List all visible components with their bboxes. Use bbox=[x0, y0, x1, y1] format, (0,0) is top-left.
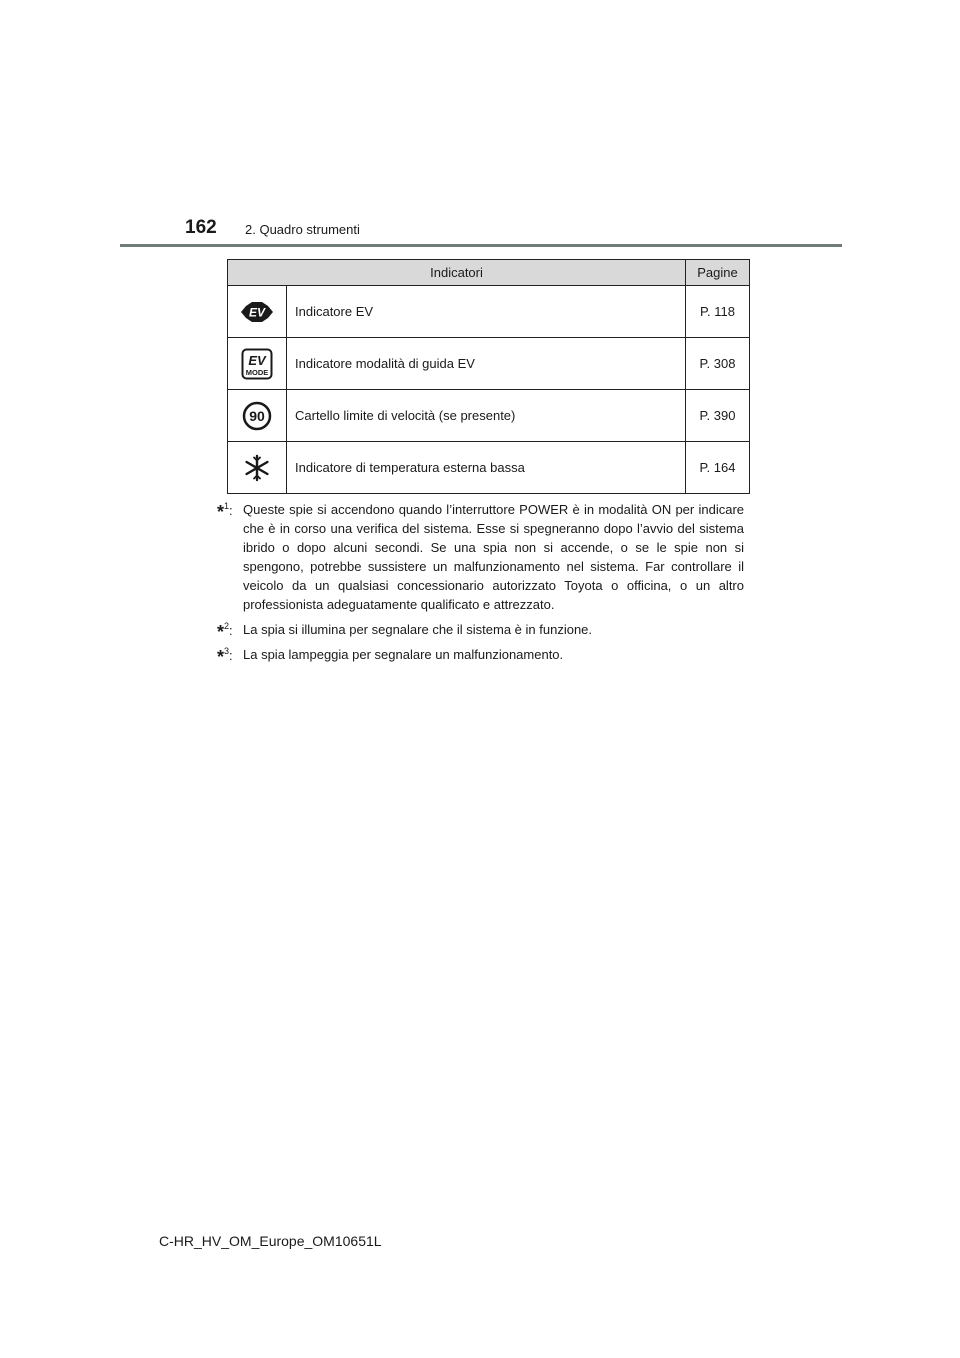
ev-mode-icon bbox=[241, 348, 273, 380]
icon-cell bbox=[228, 390, 287, 442]
column-header-pagine: Pagine bbox=[686, 260, 750, 286]
page-reference: P. 390 bbox=[686, 390, 750, 442]
ev-mode-bottom-glyph: MODE bbox=[245, 367, 269, 377]
ev-glyph: EV bbox=[248, 305, 266, 319]
icon-cell bbox=[228, 442, 287, 494]
table-row bbox=[228, 286, 750, 338]
section-title: 2. Quadro strumenti bbox=[245, 222, 360, 237]
footnote-marker: *$^1$: bbox=[217, 501, 233, 522]
footnote bbox=[217, 500, 744, 614]
icon-cell bbox=[228, 338, 287, 390]
footnote-text: Queste spie si accendono quando l’interruttore POWER è in modalità ON per indicare che è in corso una verifica del sistema. Esse si spegneranno dopo l’avvio del sistema ibrido o dopo alcuni secondi. Se una spia non si accende, o se le spie non si spengono, potrebbe sussistere un malfunzionamento nel sistema. Far controllare il veicolo da un qualsiasi concessionario autorizzato Toyota o officina, o un altro professionista adeguatamente qualificato e attrezzato. bbox=[243, 502, 744, 612]
low-temperature-snowflake-icon bbox=[243, 454, 271, 482]
page-reference: P. 164 bbox=[686, 442, 750, 494]
column-header-indicatori: Indicatori bbox=[228, 260, 686, 286]
page-reference: P. 118 bbox=[686, 286, 750, 338]
ev-mode-top-glyph: EV bbox=[248, 352, 266, 368]
footnote-marker: *$^2$: bbox=[217, 621, 233, 642]
indicator-description: Indicatore di temperatura esterna bassa bbox=[287, 442, 686, 494]
footnote bbox=[217, 645, 744, 667]
header-rule bbox=[120, 244, 842, 247]
indicator-description: Indicatore modalità di guida EV bbox=[287, 338, 686, 390]
footnote-text: La spia si illumina per segnalare che il sistema è in funzione. bbox=[243, 622, 593, 637]
icon-cell bbox=[228, 286, 287, 338]
ev-indicator-icon bbox=[240, 300, 274, 324]
indicator-description: Indicatore EV bbox=[287, 286, 686, 338]
footnotes bbox=[217, 500, 744, 670]
footnote-marker: *$^3$: bbox=[217, 646, 233, 667]
speed-limit-sign-icon bbox=[242, 401, 272, 431]
footnote-text: La spia lampeggia per segnalare un malfunzionamento. bbox=[243, 647, 564, 662]
document-code: C-HR_HV_OM_Europe_OM10651L bbox=[159, 1233, 382, 1249]
table-row bbox=[228, 390, 750, 442]
speed-limit-glyph: 90 bbox=[249, 407, 265, 424]
table-header-row bbox=[228, 260, 750, 286]
footnote bbox=[217, 620, 744, 642]
page-number: 162 bbox=[185, 217, 217, 238]
page-reference: P. 308 bbox=[686, 338, 750, 390]
table-row bbox=[228, 338, 750, 390]
table-row bbox=[228, 442, 750, 494]
indicator-description: Cartello limite di velocità (se presente) bbox=[287, 390, 686, 442]
indicators-table bbox=[227, 259, 750, 494]
